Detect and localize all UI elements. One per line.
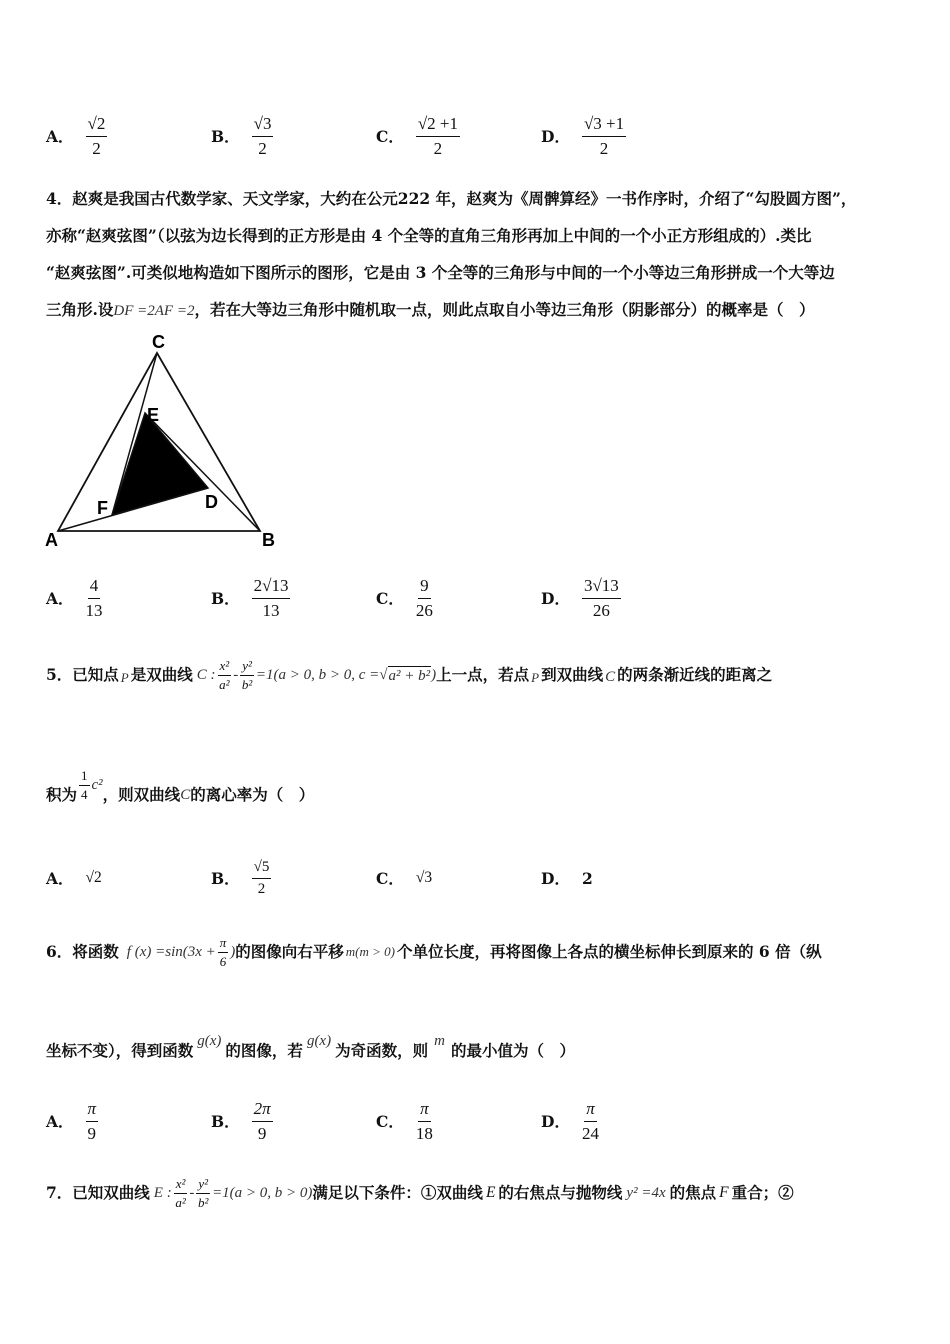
sqrt-icon: √ <box>379 667 388 684</box>
label-a: A <box>45 530 58 550</box>
q3-options <box>46 106 906 166</box>
option-fraction: $\frac{\pi}{18}$ <box>415 1098 433 1143</box>
q6-option-b[interactable] <box>211 1091 273 1151</box>
option-fraction: $\frac{4}{13}$ <box>85 575 103 620</box>
option-fraction: $\frac{√2}{2}$ <box>87 113 106 158</box>
option-value: 2 <box>581 868 593 888</box>
option-label: C． <box>376 589 404 608</box>
q5-fraction-x: $\frac{\text{x²}}{\text{a²}}$ <box>219 658 230 692</box>
q6-option-d[interactable] <box>541 1091 599 1151</box>
option-fraction: $\frac{√5}{2}$ <box>253 858 270 897</box>
q4-option-a[interactable] <box>46 568 103 628</box>
label-f: F <box>97 498 108 518</box>
option-fraction: $\frac{2\pi}{9}$ <box>253 1098 271 1143</box>
q5-option-c[interactable] <box>376 848 432 908</box>
q6-option-c[interactable] <box>376 1091 433 1151</box>
option-label: D． <box>541 127 570 146</box>
q5-option-a[interactable] <box>46 848 102 908</box>
q4-line-2: 亦称“赵爽弦图”（以弦为边长得到的正方形是由 4 个全等的直角三角形再加上中间的一个小正方形组成的）.类比 <box>46 226 812 245</box>
q4-option-b[interactable] <box>211 568 290 628</box>
option-fraction: $\frac{√3}{2}$ <box>253 113 272 158</box>
option-fraction: $\frac{\pi}{9}$ <box>87 1098 97 1143</box>
q3-option-a[interactable] <box>46 106 107 166</box>
q6-stem-line-1: 6．将函数 f (x) =sin(3x + $\frac{\pi}{6}$ ) 的图像向右平移 m(m > 0) 个单位长度，再将图像上各点的横坐标伸长到原来的 6 倍（纵 <box>46 935 822 969</box>
q3-option-b[interactable] <box>211 106 273 166</box>
q5-option-d[interactable] <box>541 848 593 908</box>
q6-stem-line-2: 坐标不变），得到函数 g(x) 的图像，若 g(x) 为奇函数，则 m 的最小值为（ ） <box>46 1033 575 1060</box>
option-label: A． <box>46 589 74 608</box>
option-label: B． <box>211 589 240 608</box>
option-label: C． <box>376 1112 404 1131</box>
q5-option-b[interactable] <box>211 848 271 908</box>
q5-stem-line-1: 5．已知点 P 是双曲线 C : $\frac{\text{x²}}{\text{a²}}$ - $\frac{\text{y²}}{\text{b²}}$ =1(a > 0, b > 0, c = √ a² + b² ) 上一点，若点 P 到双曲线 C 的两条渐近线的距离之 <box>46 658 773 692</box>
option-label: A． <box>46 1112 74 1131</box>
option-label: D． <box>541 869 570 888</box>
q7-stem-line-1: 7．已知双曲线 E : $\frac{\text{x²}}{\text{a²}}$ - $\frac{\text{y²}}{\text{b²}}$ =1(a > 0, b > 0) 满足以下条件：①双曲线 E 的右焦点与抛物线 y² =4x 的焦点 F 重合；② <box>46 1176 794 1210</box>
q4-option-d[interactable] <box>541 568 621 628</box>
q4-line-3: “赵爽弦图”.可类似地构造如下图所示的图形，它是由 3 个全等的三角形与中间的一个小等边三角形拼成一个大等边 <box>46 263 835 282</box>
q7-fraction-y: $\frac{\text{y²}}{\text{b²}}$ <box>198 1176 209 1210</box>
option-label: C． <box>376 127 404 146</box>
q6-options <box>46 1091 906 1151</box>
q7-fraction-x: $\frac{\text{x²}}{\text{a²}}$ <box>175 1176 186 1210</box>
q3-option-c[interactable] <box>376 106 460 166</box>
q4-option-c[interactable] <box>376 568 433 628</box>
q5-fraction-y: $\frac{\text{y²}}{\text{b²}}$ <box>241 658 253 692</box>
option-label: D． <box>541 589 570 608</box>
option-label: A． <box>46 127 74 146</box>
q6-pi-fraction: $\frac{\pi}{6}$ <box>219 935 227 969</box>
option-label: A． <box>46 869 74 888</box>
label-b: B <box>262 530 275 550</box>
option-fraction: $\frac{9}{26}$ <box>415 575 433 620</box>
option-fraction: $\frac{2√13}{13}$ <box>253 575 289 620</box>
option-fraction: $\frac{√2 +1}{2}$ <box>417 113 459 158</box>
label-e: E <box>147 405 160 425</box>
option-label: B． <box>211 1112 240 1131</box>
option-fraction: $\frac{√3 +1}{2}$ <box>583 113 625 158</box>
option-fraction: $\frac{3√13}{26}$ <box>583 575 619 620</box>
label-c: C <box>152 332 165 352</box>
q4-stem <box>46 180 906 330</box>
option-value: √2 <box>85 869 102 886</box>
option-label: D． <box>541 1112 570 1131</box>
option-label: C． <box>376 869 404 888</box>
label-d: D <box>205 492 218 512</box>
q4-triangle-figure <box>40 328 290 553</box>
q5-area-fraction: $\frac{1}{4}$ <box>81 768 88 802</box>
q4-line-4: 三角形.设DF =2AF =2，若在大等边三角形中随机取一点，则此点取自小等边三角形（阴影部分）的概率是（ ） <box>46 300 815 319</box>
q5-options <box>46 848 906 908</box>
q4-line-1: 4．赵爽是我国古代数学家、天文学家，大约在公元222 年，赵爽为《周髀算经》一书作序时，介绍了“勾股圆方图”， <box>46 189 857 208</box>
option-label: B． <box>211 869 240 888</box>
q4-math-df: DF =2AF =2 <box>113 303 195 319</box>
option-fraction: $\frac{\pi}{24}$ <box>581 1098 599 1143</box>
option-value: √3 <box>415 869 433 886</box>
q3-option-d[interactable] <box>541 106 626 166</box>
option-label: B． <box>211 127 240 146</box>
q6-option-a[interactable] <box>46 1091 98 1151</box>
q4-options <box>46 568 906 628</box>
q5-stem-line-2: 积为 $\frac{1}{4}$ c² ，则双曲线 C 的离心率为（ ） <box>46 768 315 804</box>
